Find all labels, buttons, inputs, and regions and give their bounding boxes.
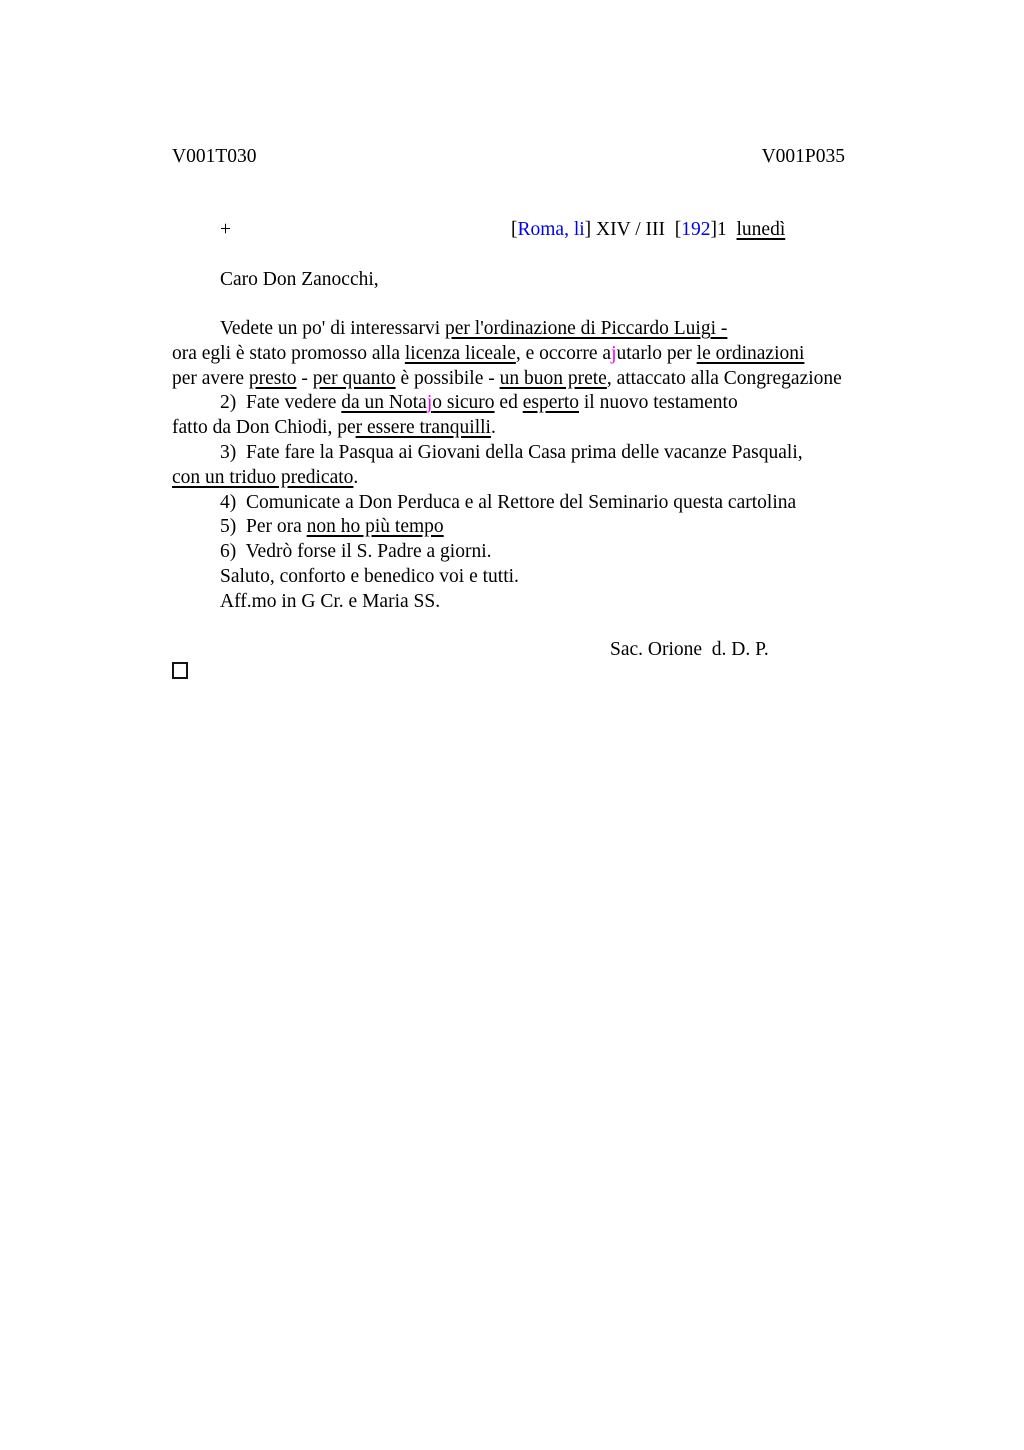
letter-line	[172, 515, 902, 540]
text-run: Roma, li	[517, 219, 585, 240]
text-run: da un Nota	[341, 392, 427, 414]
text-run: r essere tranquilli	[355, 417, 491, 439]
text-run: j	[426, 392, 433, 414]
text-run: 192	[681, 219, 711, 240]
letter-line	[172, 491, 902, 516]
text-run: -	[296, 367, 313, 389]
text-run: j	[611, 342, 617, 364]
letter-line	[172, 317, 902, 342]
text-run: ed	[494, 392, 523, 414]
letter-line	[172, 540, 902, 565]
text-run: un buon prete	[499, 367, 607, 389]
text-run: ora egli è stato promosso alla	[172, 342, 405, 364]
text-run: lunedì	[736, 219, 786, 240]
letter-line	[172, 367, 902, 392]
document-code-left: V001T030	[172, 146, 257, 167]
text-run: o sicuro	[432, 392, 495, 414]
cross-mark: +	[220, 219, 231, 240]
empty-square-icon	[172, 662, 188, 679]
text-run: per avere	[172, 367, 249, 389]
text-run: ] XIV / III [	[584, 219, 682, 240]
letter-line	[172, 441, 902, 466]
text-run: è possibile -	[395, 367, 500, 389]
text-run: [	[511, 219, 518, 240]
text-run: Aff.mo in G Cr. e Maria SS.	[220, 590, 441, 612]
text-run: esperto	[522, 392, 580, 414]
date-line	[511, 219, 785, 241]
salutation: Caro Don Zanocchi,	[220, 269, 379, 290]
letter-line	[172, 565, 902, 590]
letter-line	[172, 590, 902, 615]
text-run: 4) Comunicate a Don Perduca e al Rettore del Seminario questa cartolina	[220, 491, 797, 513]
text-run: 6) Vedrò forse il S. Padre a giorni.	[220, 541, 492, 563]
document-code-right: V001P035	[761, 146, 845, 167]
text-run: ]1	[710, 219, 737, 240]
text-run: 3) Fate fare la Pasqua ai Giovani della Casa prima delle vacanze Pasquali,	[220, 441, 803, 463]
letter-line	[172, 416, 902, 441]
letter-body	[172, 317, 902, 615]
text-run: licenza liceale	[404, 342, 516, 364]
text-run: non ho più tempo	[306, 516, 444, 538]
text-run: per l'ordinazione di Piccardo Luigi -	[445, 318, 728, 339]
text-run: .	[353, 466, 359, 488]
text-run: .	[490, 417, 496, 439]
text-run: per quanto	[312, 367, 396, 389]
text-run: fatto da Don Chiodi, pe	[172, 417, 356, 439]
text-run: , e occorre a	[515, 342, 612, 364]
letter-line	[172, 342, 902, 367]
signature: Sac. Orione d. D. P.	[610, 639, 769, 660]
text-run: 5) Per ora	[220, 516, 307, 538]
header-row	[172, 146, 845, 168]
text-run: le ordinazioni	[696, 342, 805, 364]
text-run: , attaccato alla Congregazione	[606, 367, 842, 389]
text-run: con un triduo predicato	[172, 466, 354, 488]
text-run: Vedete un po' di interessarvi	[220, 318, 445, 339]
text-run: Saluto, conforto e benedico voi e tutti.	[220, 565, 519, 587]
letter-line	[172, 391, 902, 416]
text-run: 2) Fate vedere	[220, 392, 342, 414]
text-run: utarlo per	[616, 342, 697, 364]
text-run: il nuovo testamento	[579, 392, 738, 414]
text-run: presto	[248, 367, 297, 389]
letter-line	[172, 466, 902, 491]
